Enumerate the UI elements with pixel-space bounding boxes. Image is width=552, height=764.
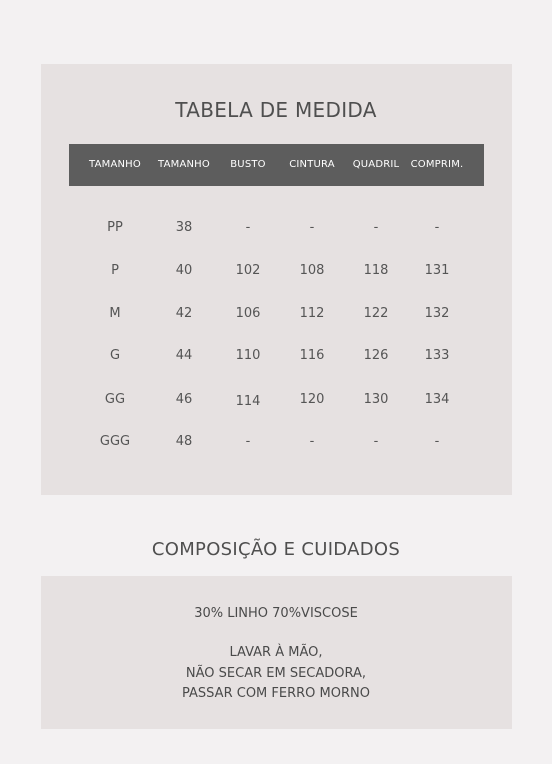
header-comprimento: COMPRIM. <box>410 159 464 170</box>
cell-size: G <box>109 348 121 363</box>
table-row <box>0 390 552 410</box>
cell-size: PP <box>107 220 123 235</box>
cell-comprimento: - <box>434 220 440 235</box>
cell-busto: 110 <box>235 348 261 363</box>
cell-quadril: 122 <box>363 306 389 321</box>
cell-number: 38 <box>175 220 193 235</box>
size-table-title: TABELA DE MEDIDA <box>175 98 377 122</box>
cell-quadril: 126 <box>363 348 389 363</box>
header-busto: BUSTO <box>230 159 266 170</box>
table-row <box>0 304 552 324</box>
cell-size: GG <box>104 392 126 407</box>
cell-comprimento: 132 <box>424 306 450 321</box>
composition-text: 30% LINHO 70%VISCOSE <box>194 606 358 621</box>
size-table-header <box>69 144 484 186</box>
table-row <box>0 346 552 366</box>
cell-cintura: 120 <box>299 392 325 407</box>
header-quadril: QUADRIL <box>352 159 400 170</box>
cell-comprimento: - <box>434 434 440 449</box>
header-cintura: CINTURA <box>289 159 335 170</box>
cell-cintura: 116 <box>299 348 325 363</box>
cell-number: 46 <box>175 392 193 407</box>
cell-number: 42 <box>175 306 193 321</box>
cell-size: GGG <box>99 434 131 449</box>
cell-busto: 106 <box>235 306 261 321</box>
cell-busto: - <box>245 220 251 235</box>
care-instruction: NÃO SECAR EM SECADORA, <box>185 666 367 681</box>
cell-quadril: - <box>373 434 379 449</box>
cell-busto: - <box>245 434 251 449</box>
header-tamanho-number: TAMANHO <box>158 159 210 170</box>
cell-size: M <box>109 306 121 321</box>
care-section-title: COMPOSIÇÃO E CUIDADOS <box>151 539 401 560</box>
table-row <box>0 261 552 281</box>
cell-cintura: 108 <box>299 263 325 278</box>
cell-busto: 102 <box>235 263 261 278</box>
cell-number: 44 <box>175 348 193 363</box>
cell-busto: 114 <box>235 394 261 409</box>
table-row <box>0 218 552 238</box>
cell-quadril: 118 <box>363 263 389 278</box>
cell-number: 40 <box>175 263 193 278</box>
cell-cintura: - <box>309 434 315 449</box>
cell-cintura: - <box>309 220 315 235</box>
cell-size: P <box>111 263 119 278</box>
cell-comprimento: 131 <box>424 263 450 278</box>
header-tamanho-letter: TAMANHO <box>89 159 141 170</box>
table-row <box>0 432 552 452</box>
care-instruction: LAVAR À MÃO, <box>229 645 323 660</box>
care-instruction: PASSAR COM FERRO MORNO <box>182 686 370 701</box>
cell-cintura: 112 <box>299 306 325 321</box>
cell-comprimento: 133 <box>424 348 450 363</box>
cell-quadril: - <box>373 220 379 235</box>
cell-comprimento: 134 <box>424 392 450 407</box>
cell-quadril: 130 <box>363 392 389 407</box>
cell-number: 48 <box>175 434 193 449</box>
